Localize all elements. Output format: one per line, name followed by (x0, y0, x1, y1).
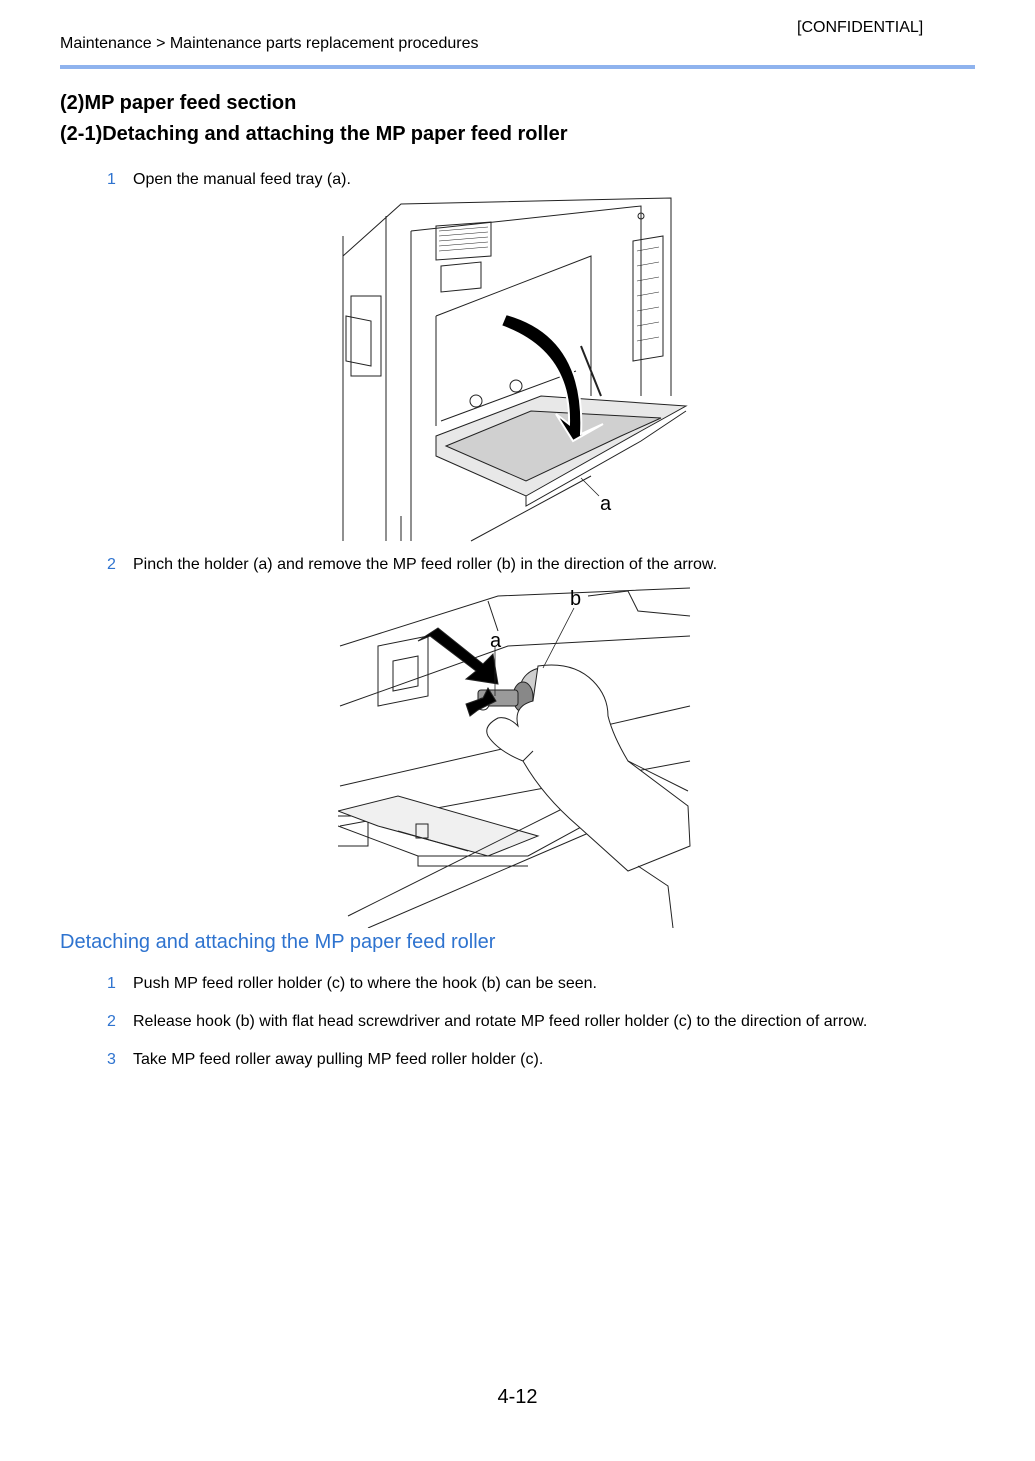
procedure-step-3 (107, 1051, 543, 1069)
procedure-step-1 (107, 975, 597, 993)
page-number: 4-12 (497, 1386, 538, 1408)
callout-a: a (490, 630, 502, 652)
step-number: 3 (107, 1051, 116, 1068)
procedure-step-2 (107, 1013, 867, 1031)
callout-b: b (570, 588, 582, 610)
subsection-title: (2-1)Detaching and attaching the MP paper feed roller (60, 123, 568, 145)
step-number: 1 (107, 171, 116, 188)
callout-a: a (600, 493, 612, 515)
step-text: Pinch the holder (a) and remove the MP feed roller (b) in the direction of the arrow. (133, 556, 718, 573)
step-number: 2 (107, 1013, 116, 1030)
step-2 (107, 556, 717, 574)
step-text: Push MP feed roller holder (c) to where the hook (b) can be seen. (133, 975, 597, 992)
procedure-heading: Detaching and attaching the MP paper feed roller (60, 931, 496, 953)
header-rule (60, 65, 975, 69)
step-text: Release hook (b) with flat head screwdriver and rotate MP feed roller holder (c) to the direction of arrow. (133, 1013, 868, 1030)
figure-remove-feed-roller (338, 586, 692, 928)
step-1 (107, 171, 351, 189)
step-number: 1 (107, 975, 116, 992)
step-number: 2 (107, 556, 116, 573)
breadcrumb: Maintenance > Maintenance parts replacement procedures (60, 35, 479, 52)
confidential-label: [CONFIDENTIAL] (797, 19, 924, 36)
section-title: (2)MP paper feed section (60, 92, 297, 114)
figure-open-manual-feed-tray (341, 196, 691, 544)
step-text: Open the manual feed tray (a). (133, 171, 351, 188)
step-text: Take MP feed roller away pulling MP feed roller holder (c). (133, 1051, 544, 1068)
